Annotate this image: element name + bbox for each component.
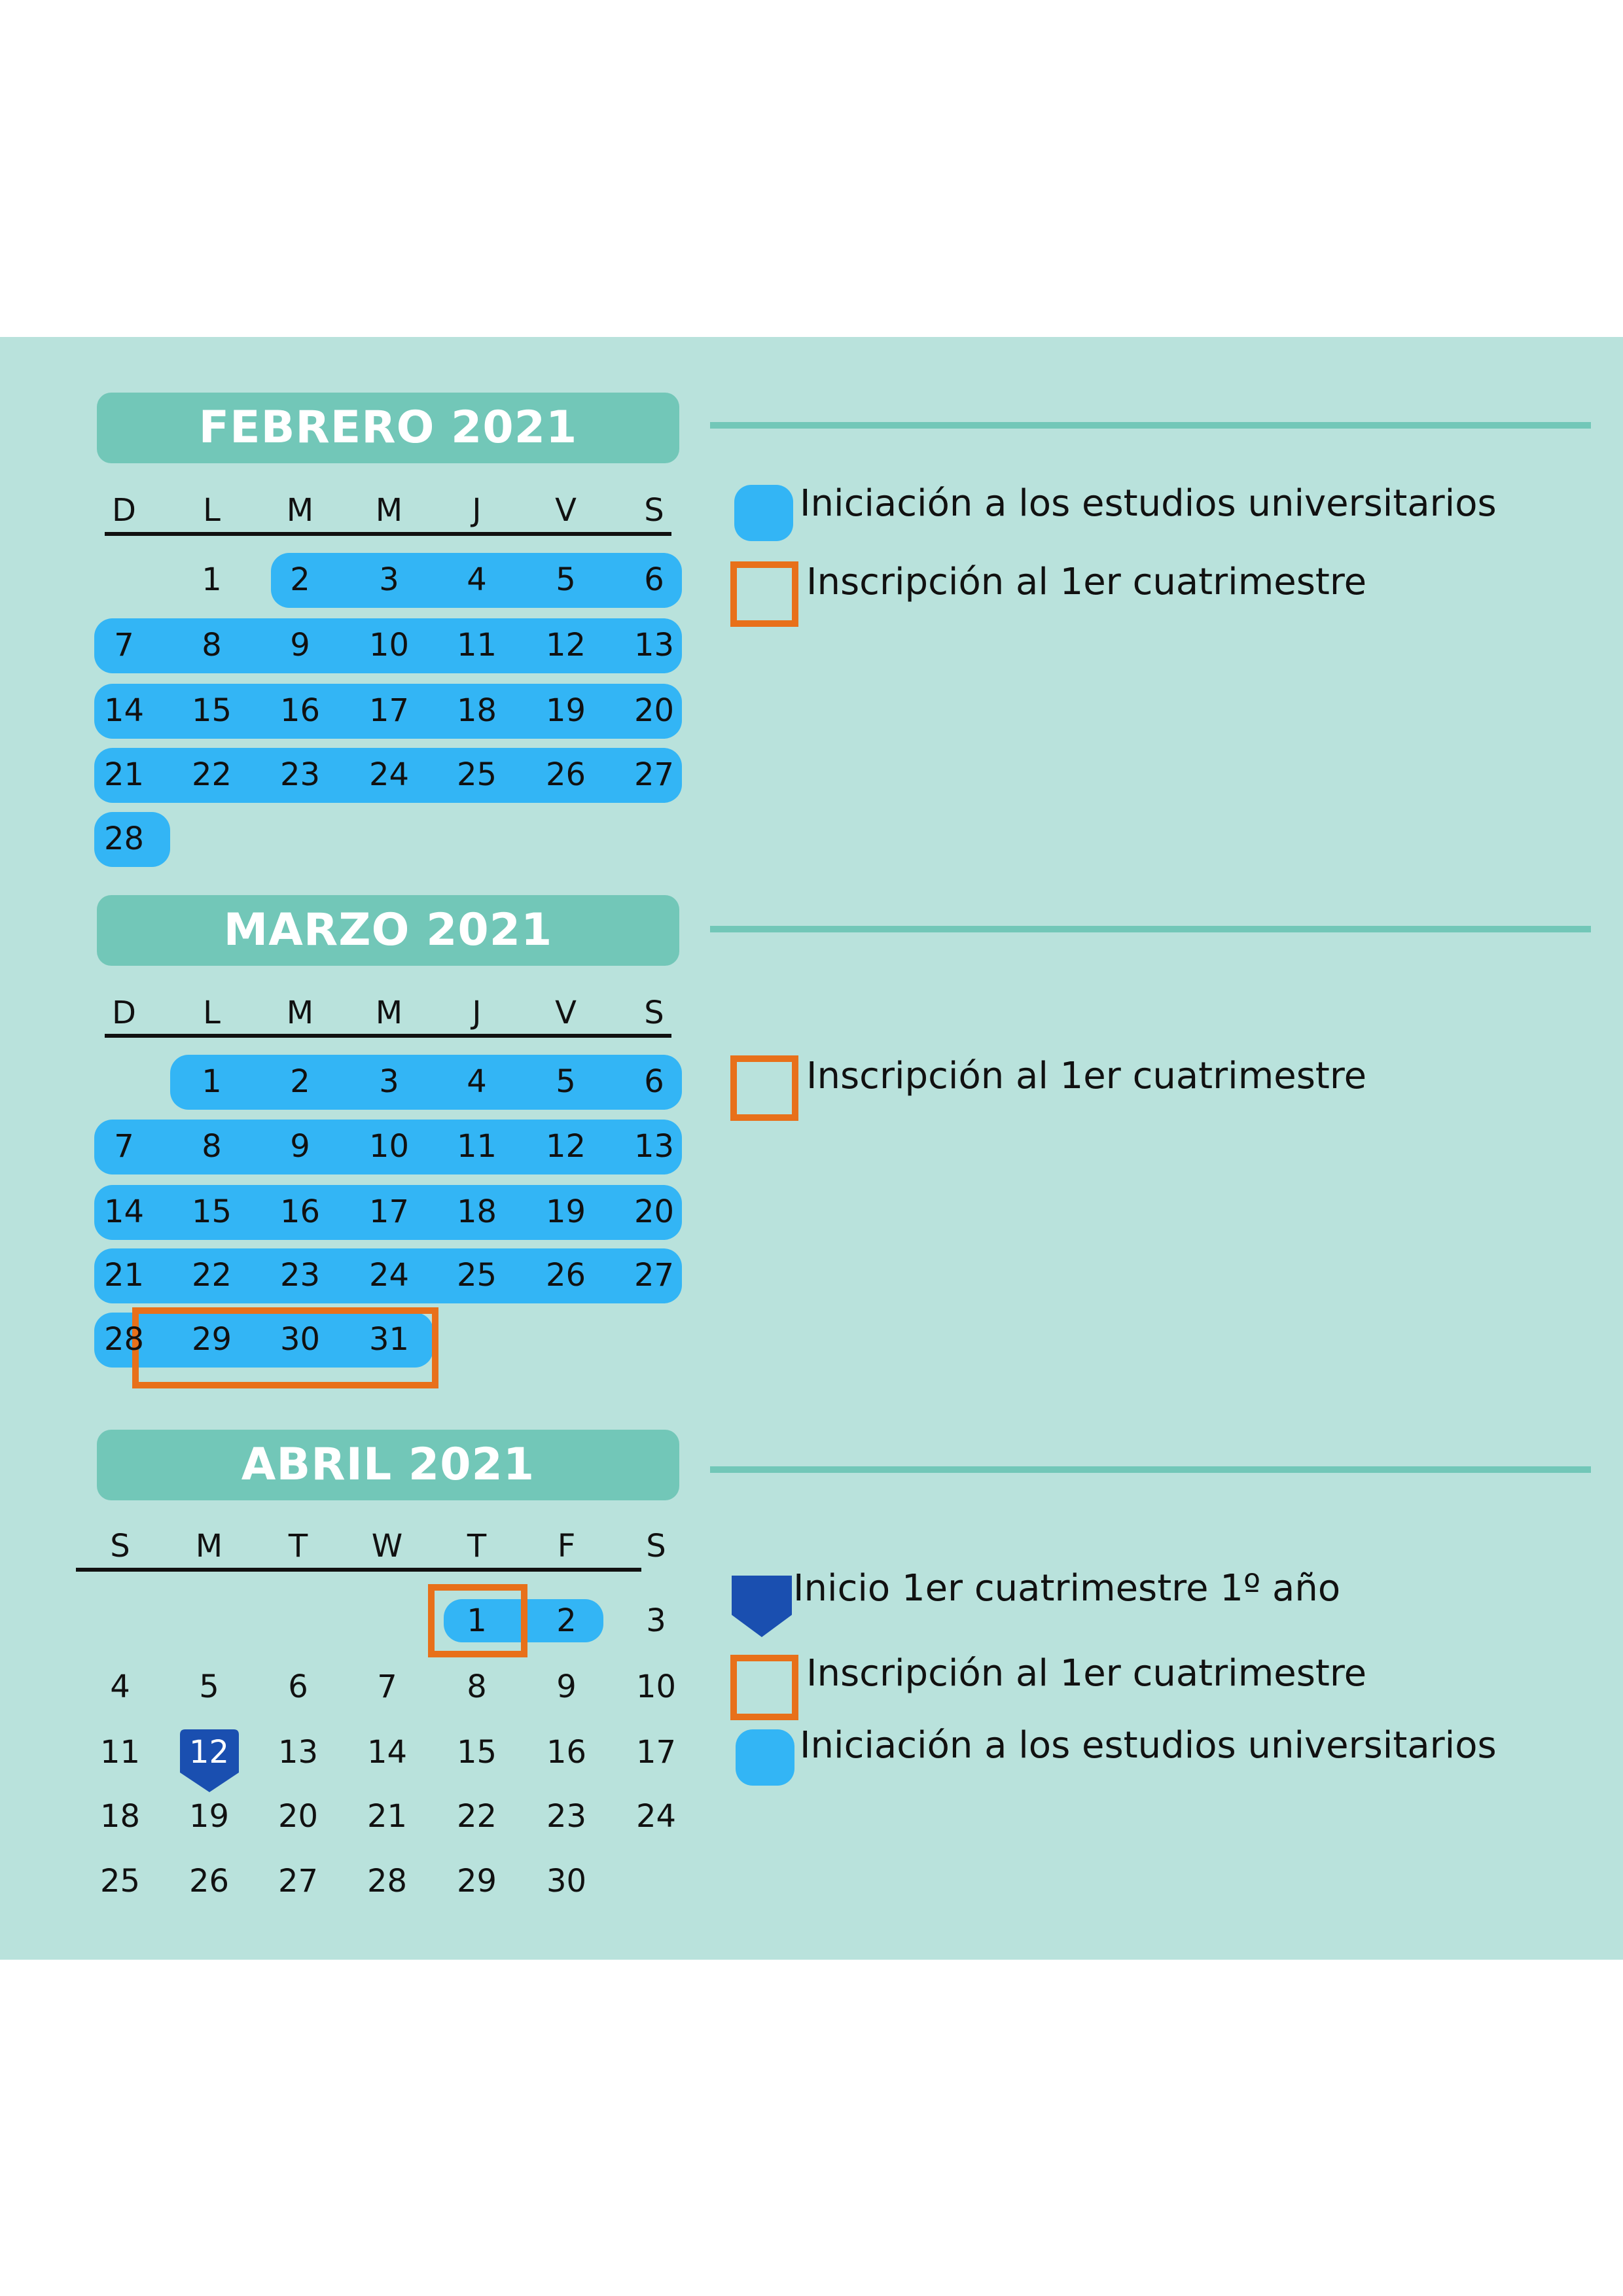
legend-inscripcion-swatch [730,1655,798,1720]
calendar-day: 24 [368,1257,410,1294]
calendar-day: 24 [635,1798,677,1835]
calendar-day: 6 [288,1669,308,1705]
legend-iniciacion-label: Iniciación a los estudios universitarios [800,1724,1497,1767]
calendar-day: 29 [191,1321,232,1358]
month-header-febrero: FEBRERO 2021 [97,393,679,463]
calendar-day: 26 [545,756,586,793]
calendar-day: 27 [277,1863,319,1899]
section-divider [710,926,1591,932]
calendar-day: 2 [290,561,310,598]
calendar-day: 4 [467,1063,487,1100]
calendar-day: 7 [114,1128,134,1165]
calendar-day: 31 [368,1321,410,1358]
calendar-day: 30 [279,1321,321,1358]
weekday-header: S [644,492,664,529]
legend-iniciacion-swatch [736,1729,794,1786]
legend-inscripcion-swatch [730,561,798,627]
calendar-day: 24 [368,756,410,793]
calendar-day: 11 [99,1734,141,1771]
calendar-day: 1 [467,1602,487,1639]
calendar-day: 7 [114,627,134,663]
calendar-day: 1 [202,561,222,598]
calendar-day: 20 [277,1798,319,1835]
calendar-day: 20 [633,1193,675,1230]
calendar-day: 28 [103,821,145,857]
calendar-day: 10 [368,1128,410,1165]
calendar-day: 12 [545,1128,586,1165]
weekday-header: V [555,492,577,529]
legend-inscripcion-label: Inscripción al 1er cuatrimestre [806,1055,1367,1097]
legend-iniciacion-label: Iniciación a los estudios universitarios [800,482,1497,525]
weekday-header: V [555,995,577,1031]
calendar-day: 13 [633,627,675,663]
weekday-header: D [112,995,136,1031]
calendar-day: 16 [279,1193,321,1230]
calendar-day: 23 [279,756,321,793]
calendar-day: 29 [456,1863,497,1899]
calendar-day: 10 [368,627,410,663]
calendar-day: 6 [644,561,664,598]
calendar-day: 25 [99,1863,141,1899]
weekday-header: F [557,1528,576,1564]
calendar-day: 16 [279,692,321,729]
calendar-day: 21 [366,1798,408,1835]
weekday-header: M [286,492,314,529]
calendar-day: 27 [633,756,675,793]
calendar-day: 3 [379,1063,399,1100]
calendar-day: 8 [202,1128,222,1165]
calendar-day: 19 [188,1798,230,1835]
month-header-marzo: MARZO 2021 [97,895,679,966]
weekday-header: D [112,492,136,529]
calendar-day: 17 [368,1193,410,1230]
calendar-day: 4 [467,561,487,598]
weekday-header: S [644,995,664,1031]
calendar-day: 18 [99,1798,141,1835]
calendar-day: 4 [110,1669,130,1705]
calendar-day: 11 [456,1128,497,1165]
section-divider [710,1466,1591,1473]
calendar-day: 11 [456,627,497,663]
legend-inscripcion-swatch [730,1055,798,1121]
calendar-day: 5 [199,1669,219,1705]
calendar-day: 18 [456,692,497,729]
legend-inicio-label: Inicio 1er cuatrimestre 1º año [793,1567,1341,1610]
calendar-panel [0,337,1623,1960]
calendar-day: 28 [366,1863,408,1899]
calendar-day: 23 [279,1257,321,1294]
section-divider [710,422,1591,429]
legend-iniciacion-swatch [734,485,793,541]
month-header-abril: ABRIL 2021 [97,1430,679,1500]
weekday-header: S [110,1528,130,1564]
calendar-day: 9 [290,1128,310,1165]
calendar-day: 7 [377,1669,397,1705]
calendar-day: 17 [368,692,410,729]
calendar-day: 13 [277,1734,319,1771]
calendar-day: 14 [103,1193,145,1230]
calendar-day: 19 [545,692,586,729]
calendar-day: 15 [191,1193,232,1230]
legend-inicio-swatch [732,1576,792,1637]
calendar-day: 15 [191,692,232,729]
calendar-day: 2 [556,1602,577,1639]
calendar-day: 12 [188,1734,230,1771]
calendar-day: 22 [191,1257,232,1294]
calendar-day: 9 [290,627,310,663]
weekday-header: T [467,1528,487,1564]
weekday-header: L [203,995,221,1031]
calendar-day: 13 [633,1128,675,1165]
weekday-header: M [195,1528,223,1564]
calendar-day: 3 [646,1602,666,1639]
weekday-header: T [288,1528,308,1564]
weekday-header: S [646,1528,666,1564]
calendar-day: 15 [456,1734,497,1771]
weekday-header: M [375,995,403,1031]
calendar-day: 14 [366,1734,408,1771]
calendar-day: 6 [644,1063,664,1100]
calendar-day: 28 [103,1321,145,1358]
calendar-day: 17 [635,1734,677,1771]
calendar-day: 27 [633,1257,675,1294]
calendar-day: 14 [103,692,145,729]
weekday-header: L [203,492,221,529]
calendar-day: 22 [191,756,232,793]
calendar-day: 21 [103,1257,145,1294]
calendar-day: 2 [290,1063,310,1100]
legend-inscripcion-label: Inscripción al 1er cuatrimestre [806,561,1367,603]
calendar-day: 23 [546,1798,587,1835]
weekday-header: W [371,1528,403,1564]
calendar-day: 1 [202,1063,222,1100]
calendar-day: 9 [556,1669,577,1705]
calendar-day: 20 [633,692,675,729]
weekday-header: J [472,995,482,1031]
calendar-day: 25 [456,1257,497,1294]
calendar-day: 16 [546,1734,587,1771]
calendar-day: 5 [556,1063,576,1100]
calendar-day: 5 [556,561,576,598]
calendar-day: 30 [546,1863,587,1899]
weekday-header: J [472,492,482,529]
weekday-header: M [375,492,403,529]
calendar-day: 26 [188,1863,230,1899]
calendar-day: 10 [635,1669,677,1705]
calendar-day: 8 [202,627,222,663]
calendar-day: 21 [103,756,145,793]
weekday-header: M [286,995,314,1031]
calendar-day: 22 [456,1798,497,1835]
legend-inscripcion-label: Inscripción al 1er cuatrimestre [806,1652,1367,1695]
calendar-day: 12 [545,627,586,663]
calendar-day: 8 [467,1669,487,1705]
calendar-day: 18 [456,1193,497,1230]
calendar-day: 19 [545,1193,586,1230]
calendar-day: 25 [456,756,497,793]
calendar-day: 26 [545,1257,586,1294]
calendar-day: 3 [379,561,399,598]
